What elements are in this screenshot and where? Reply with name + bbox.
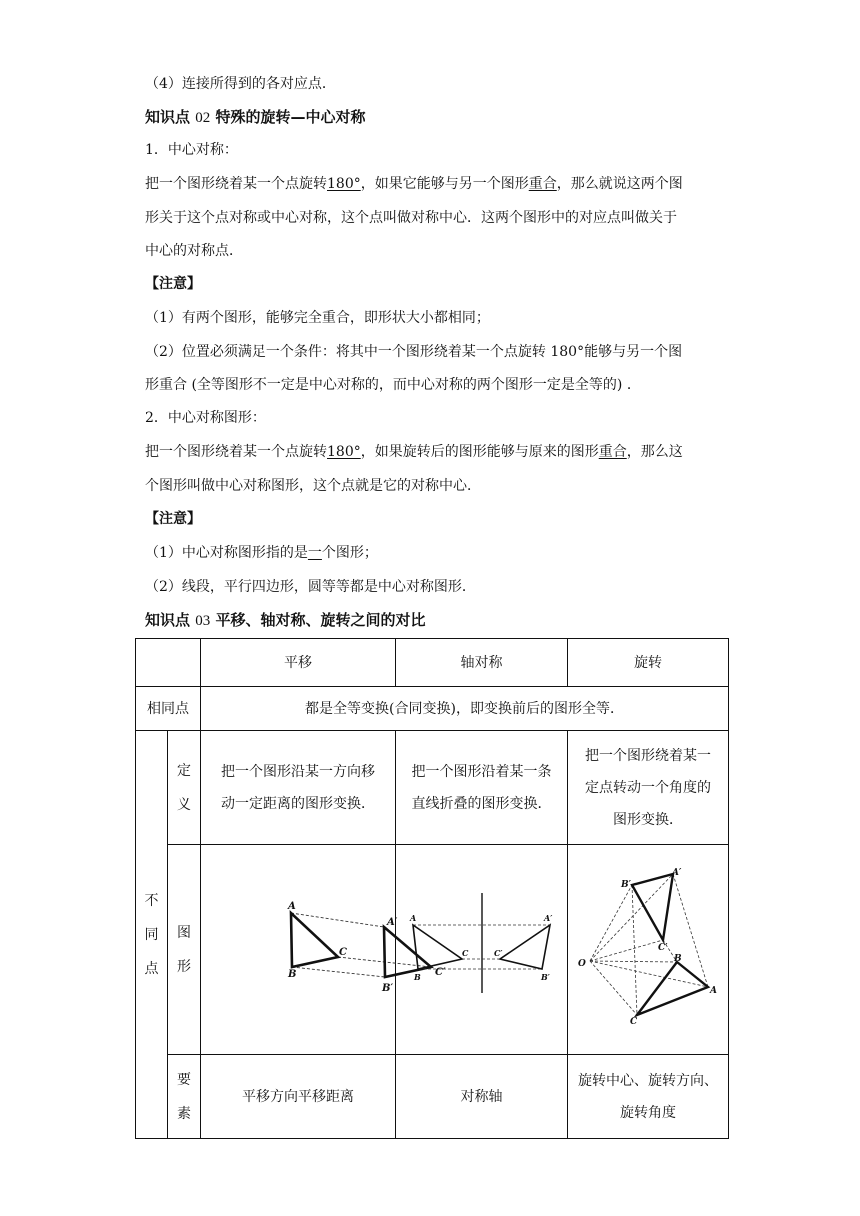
label-c-prime: C′ <box>494 948 503 958</box>
def-rotation-cell <box>568 731 729 845</box>
heading-title: 平移、轴对称、旋转之间的对比 <box>215 611 426 629</box>
comparison-table <box>135 638 729 1139</box>
section-heading-02 <box>145 107 366 128</box>
fig-translation-cell <box>201 845 446 1055</box>
label-c: C <box>339 947 347 958</box>
heading-label: 知识点 <box>145 611 191 629</box>
note-1-item-2-line-1: （2）位置必须满足一个条件：将其中一个图形绕着某一个点旋转 180°能够与另一个图 <box>145 344 683 360</box>
table-row-same <box>136 687 729 731</box>
same-text-cell: 都是全等变换(合同变换)，即变换前后的图形全等． <box>201 687 729 731</box>
note-1-item-2-line-2: 形重合 (全等图形不一定是中心对称的，而中心对称的两个图形一定是全等的) ． <box>145 377 641 393</box>
label-a-prime: A′ <box>544 913 553 923</box>
same-label-cell: 相同点 <box>136 687 201 731</box>
def-line: 直线折叠的图形变换． <box>411 795 552 812</box>
fig-char: 形 <box>177 958 191 975</box>
paragraph-1-line-1 <box>145 174 683 194</box>
note-label-2: 【注意】 <box>145 511 201 527</box>
text-span: ，如果旋转后的图形能够与原来的图形 <box>360 444 599 460</box>
label-c-prime: C′ <box>435 967 446 978</box>
text-span: ，如果它能够与另一个图形 <box>360 176 529 192</box>
label-a-prime: A′ <box>387 917 398 928</box>
label-c: C <box>462 948 469 958</box>
label-b: B <box>674 954 682 964</box>
subsection-title-2: 2．中心对称图形： <box>145 410 266 426</box>
elem-rotation-cell <box>568 1055 729 1139</box>
def-char: 义 <box>177 796 191 813</box>
note-label-1: 【注意】 <box>145 276 201 292</box>
heading-label: 知识点 <box>145 108 191 126</box>
triangle-abc <box>637 962 708 1015</box>
elem-label-cell <box>168 1055 201 1139</box>
triangle-abc-prime <box>500 925 550 969</box>
diff-char: 不 <box>144 892 159 909</box>
reflection-diagram <box>396 845 567 1045</box>
underlined-term: 180° <box>327 444 361 460</box>
label-b-prime: B′ <box>621 880 631 890</box>
paragraph-2-line-1 <box>145 442 683 462</box>
text-span: ，那么这 <box>626 444 683 460</box>
elem-translation-cell: 平移方向平移距离 <box>201 1055 396 1139</box>
def-line: 把一个图形沿某一方向移 <box>221 763 375 780</box>
def-translation-cell <box>201 731 396 845</box>
paragraph-1-line-2: 形关于这个点对称或中心对称，这个点叫做对称中心．这两个图形中的对应点叫做关于 <box>145 210 677 226</box>
text-span: 把一个图形绕着某一个点旋转 <box>145 176 327 192</box>
triangle-abc <box>413 925 462 969</box>
underlined-term: 一 <box>307 545 322 561</box>
heading-number: 02 <box>195 110 211 126</box>
def-label-cell <box>168 731 201 845</box>
label-b-prime: B′ <box>541 972 550 982</box>
fig-char: 图 <box>177 924 191 941</box>
elem-char: 要 <box>177 1071 191 1088</box>
label-b: B <box>414 972 421 982</box>
subsection-title-1: 1．中心对称： <box>145 142 238 158</box>
label-c: C <box>630 1017 638 1027</box>
text-span: 把一个图形绕着某一个点旋转 <box>145 444 327 460</box>
paragraph-1-line-3: 中心的对称点． <box>145 243 243 259</box>
triangle-abc-prime <box>632 874 673 940</box>
elem-line: 旋转中心、旋转方向、 <box>578 1072 718 1089</box>
def-line: 图形变换． <box>613 811 683 828</box>
elem-reflection-cell: 对称轴 <box>396 1055 568 1139</box>
def-line: 定点转动一个角度的 <box>585 779 711 796</box>
diff-char: 点 <box>144 960 159 977</box>
header-translation: 平移 <box>201 639 396 687</box>
def-line: 把一个图形绕着某一 <box>585 747 711 764</box>
fig-label-cell <box>168 845 201 1055</box>
triangle-abc <box>291 913 338 967</box>
fig-rotation-cell <box>568 845 729 1055</box>
label-c-prime: C′ <box>658 943 668 953</box>
def-line: 动一定距离的图形变换． <box>221 795 375 812</box>
label-b: B <box>288 969 297 980</box>
label-a: A <box>288 901 296 912</box>
diff-label-cell <box>136 731 168 1139</box>
text-span: （1）中心对称图形指的是 <box>145 545 308 561</box>
label-b-prime: B′ <box>382 983 394 994</box>
def-line: 把一个图形沿着某一条 <box>411 763 552 780</box>
label-a: A <box>410 913 417 923</box>
note-1-item-1: （1）有两个图形，能够完全重合，即形状大小都相同； <box>145 310 490 326</box>
note-2-item-1 <box>145 543 378 563</box>
elem-char: 素 <box>177 1105 191 1122</box>
table-row-figure <box>136 845 729 1055</box>
label-a-prime: A′ <box>672 868 682 878</box>
header-rotation: 旋转 <box>568 639 729 687</box>
heading-number: 03 <box>195 613 211 629</box>
header-reflection: 轴对称 <box>396 639 568 687</box>
paragraph-2-line-2: 个图形叫做中心对称图形，这个点就是它的对称中心． <box>145 478 481 494</box>
fig-reflection-cell <box>396 845 568 1055</box>
note-2-item-2: （2）线段，平行四边形，圆等等都是中心对称图形． <box>145 579 476 595</box>
label-o: O <box>578 959 586 969</box>
corner-cell <box>136 639 201 687</box>
translation-diagram <box>201 845 446 1045</box>
label-a: A <box>710 986 717 996</box>
step-4-text: （4）连接所得到的各对应点． <box>145 76 336 92</box>
underlined-term: 180° <box>327 176 361 192</box>
heading-title: 特殊的旋转—中心对称 <box>215 108 366 126</box>
underlined-term: 重合 <box>528 176 557 192</box>
table-row-definition <box>136 731 729 845</box>
table-row-elements <box>136 1055 729 1139</box>
rotation-diagram <box>568 845 728 1045</box>
def-char: 定 <box>177 762 191 779</box>
def-reflection-cell <box>396 731 568 845</box>
diff-char: 同 <box>144 926 159 943</box>
underlined-term: 重合 <box>598 444 627 460</box>
table-header-row <box>136 639 729 687</box>
elem-line: 旋转角度 <box>620 1104 676 1121</box>
text-span: 个图形； <box>321 545 378 561</box>
text-span: ，那么就说这两个图 <box>556 176 683 192</box>
section-heading-03 <box>145 610 426 631</box>
